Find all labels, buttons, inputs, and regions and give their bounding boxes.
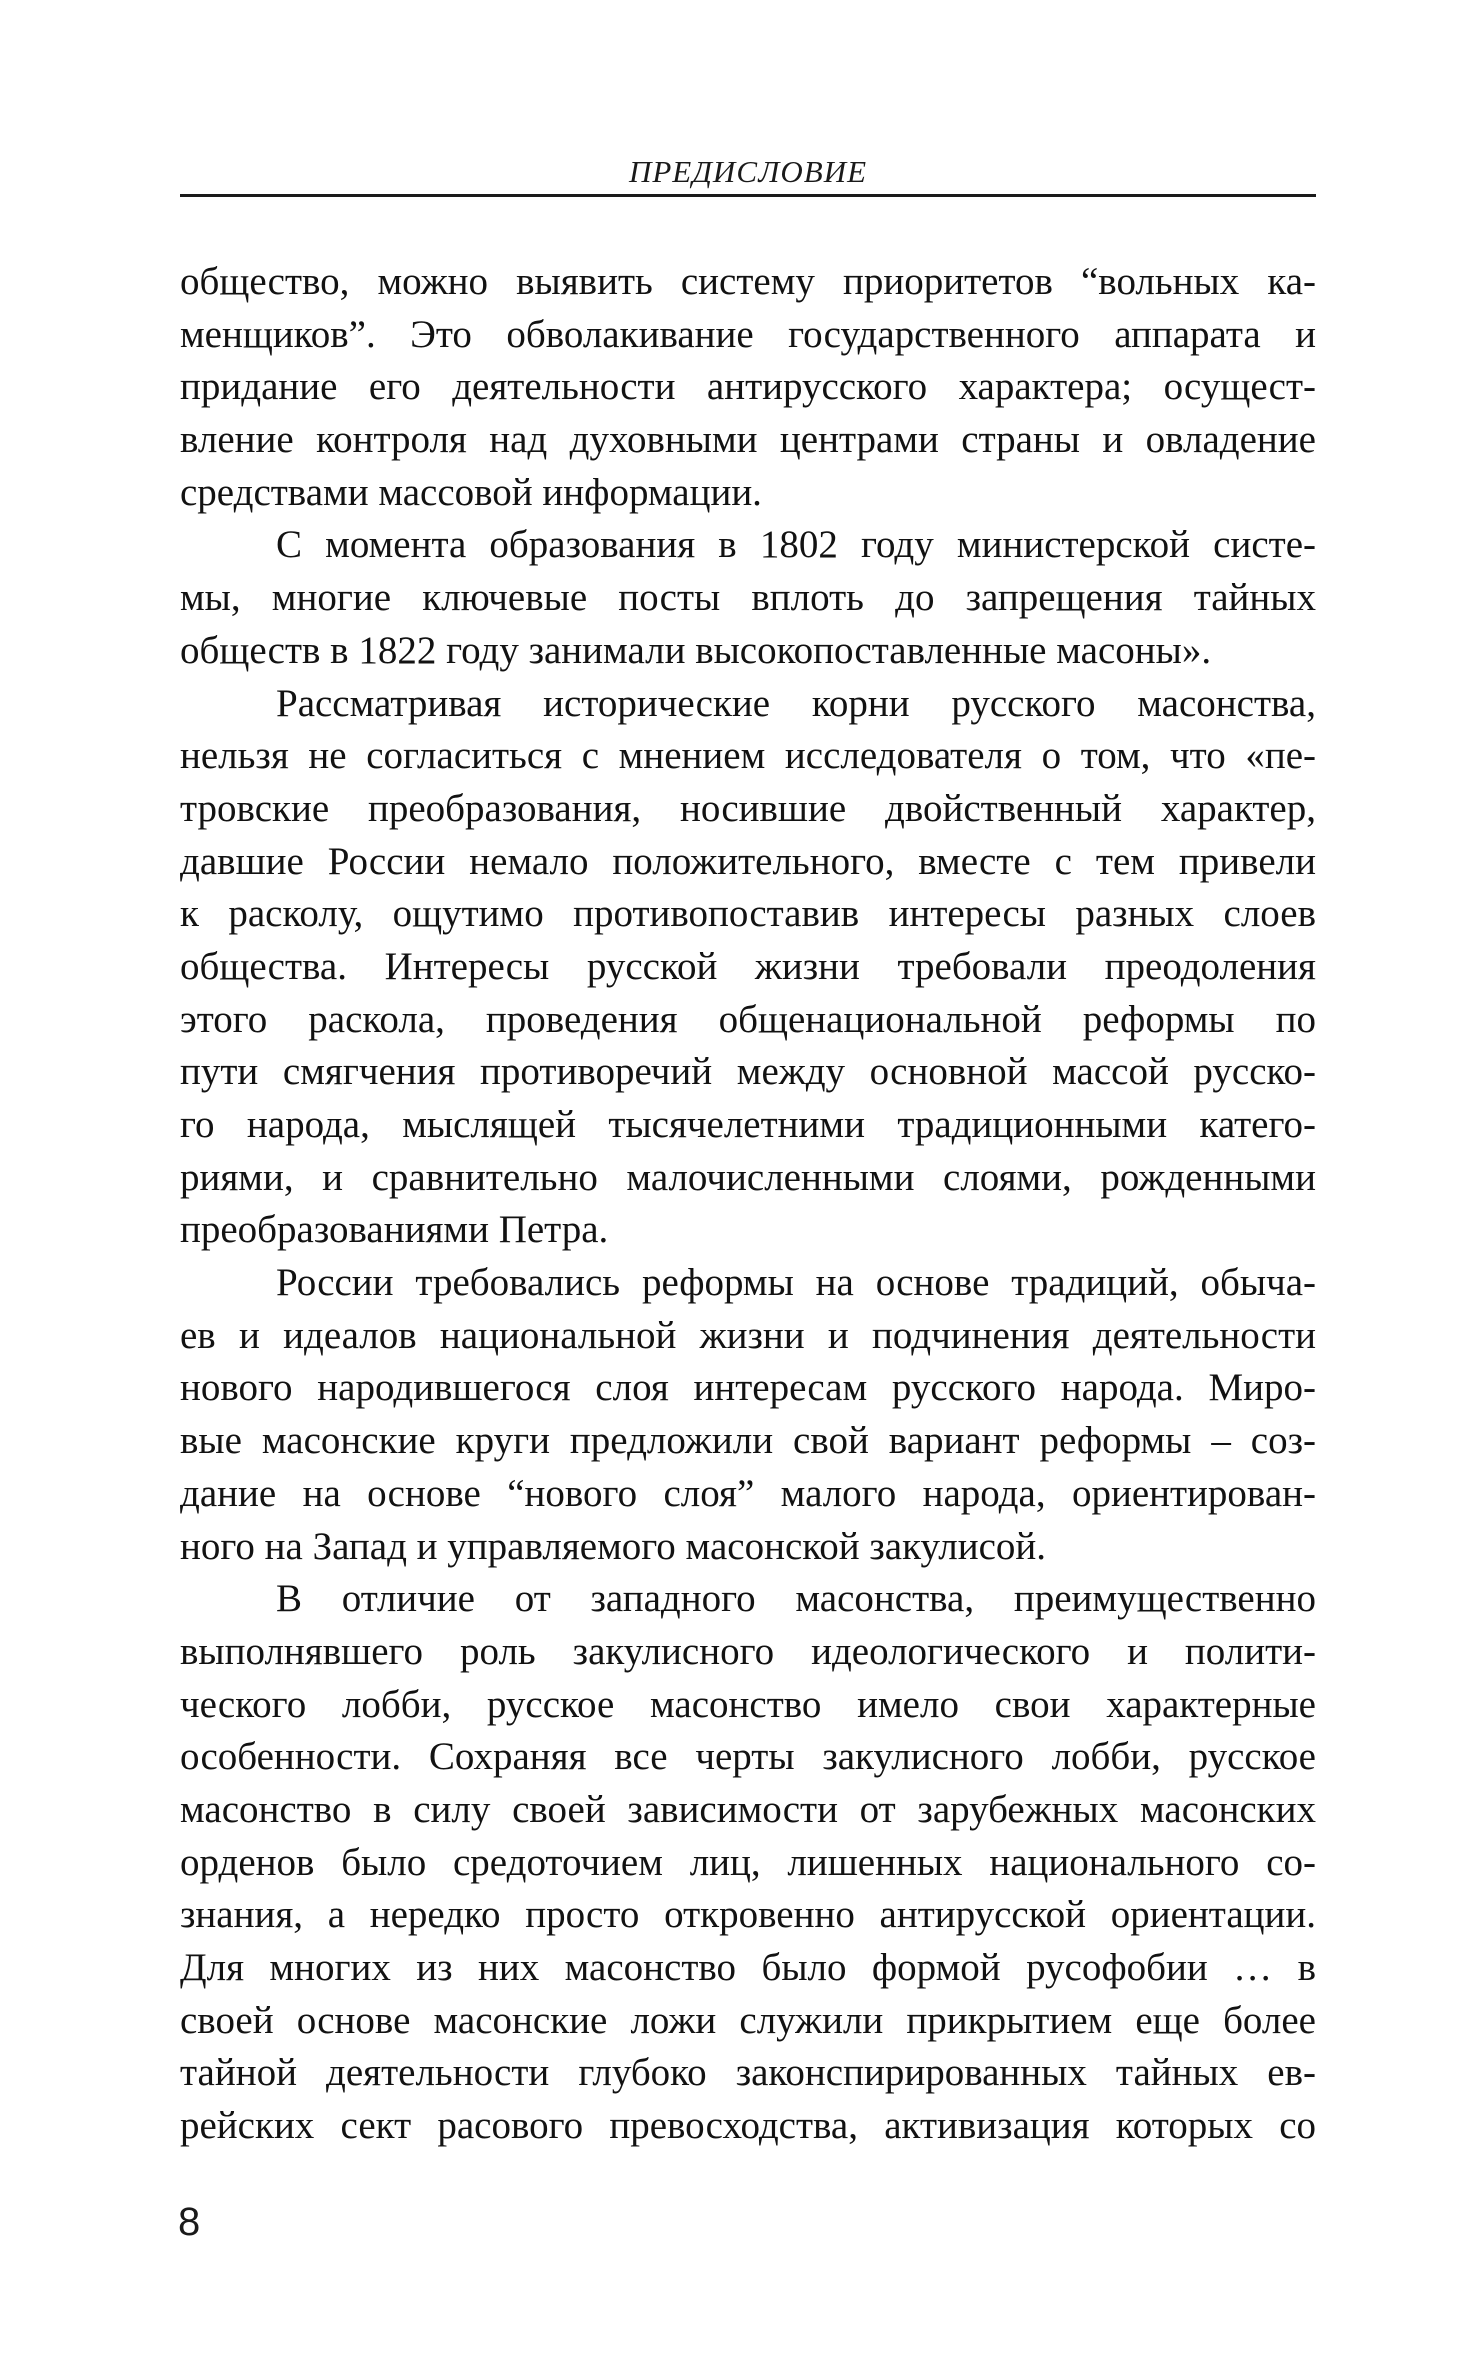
paragraph: [180, 519, 1316, 677]
text-line: вые масонские круги предложили свой вариант реформы – соз-: [180, 1419, 1316, 1463]
text-line: нельзя не согласиться с мнением исследователя о том, что «пе-: [180, 734, 1316, 778]
text-line: особенности. Сохраняя все черты закулисного лобби, русское: [180, 1735, 1316, 1779]
text-line: мы, многие ключевые посты вплоть до запрещения тайных: [180, 576, 1316, 620]
text-line: придание его деятельности антирусского характера; осущест-: [180, 365, 1316, 409]
text-line: преобразованиями Петра.: [180, 1208, 609, 1252]
text-line: го народа, мыслящей тысячелетними традиционными катего-: [180, 1103, 1316, 1146]
paragraph: [180, 678, 1316, 1258]
text-line: своей основе масонские ложи служили прикрытием еще более: [180, 1998, 1316, 2042]
page-number: 8: [178, 2200, 201, 2244]
text-line: давшие России немало положительного, вместе с тем привели: [180, 839, 1316, 883]
text-line: к расколу, ощутимо противопоставив интересы разных слоев: [180, 892, 1316, 936]
text-line: ческого лобби, русское масонство имело свои характерные: [180, 1682, 1316, 1726]
text-line: дание на основе “нового слоя” малого народа, ориентирован-: [180, 1471, 1316, 1515]
text-line: орденов было средоточием лиц, лишенных национального со-: [180, 1840, 1316, 1884]
paragraph: [180, 1573, 1316, 2153]
text-line: средствами массовой информации.: [180, 470, 762, 514]
text-line: ев и идеалов национальной жизни и подчинения деятельности: [180, 1313, 1316, 1357]
text-line: знания, а нередко просто откровенно антирусской ориентации.: [180, 1893, 1316, 1937]
paragraph: [180, 256, 1316, 519]
text-line: общество, можно выявить систему приоритетов “вольных ка-: [180, 260, 1316, 303]
text-line: нового народившегося слоя интересам русского народа. Миро-: [180, 1366, 1316, 1410]
text-line: С момента образования в 1802 году министерской систе-: [276, 523, 1316, 567]
text-line: ного на Запад и управляемого масонской закулисой.: [180, 1524, 1047, 1568]
text-line: Рассматривая исторические корни русского масонства,: [276, 681, 1316, 725]
text-line: менщиков”. Это обволакивание государственного аппарата и: [180, 312, 1316, 356]
text-line: выполнявшего роль закулисного идеологического и полити-: [180, 1629, 1316, 1673]
header-rule: [180, 194, 1316, 197]
text-line: Для многих из них масонство было формой русофобии … в: [180, 1946, 1316, 1989]
text-line: обществ в 1822 году занимали высокопоставленные масоны».: [180, 628, 1212, 672]
body-text: [180, 256, 1316, 2153]
running-header-title: ПРЕДИСЛОВИЕ: [628, 154, 868, 189]
text-line: масонство в силу своей зависимости от зарубежных масонских: [180, 1787, 1316, 1831]
text-line: вление контроля над духовными центрами страны и овладение: [180, 418, 1316, 462]
text-line: тровские преобразования, носившие двойственный характер,: [180, 786, 1316, 830]
paragraph: [180, 1257, 1316, 1573]
text-line: этого раскола, проведения общенациональной реформы по: [180, 997, 1316, 1041]
text-line: риями, и сравнительно малочисленными слоями, рожденными: [180, 1155, 1316, 1199]
text-line: России требовались реформы на основе традиций, обыча-: [276, 1261, 1316, 1305]
text-line: общества. Интересы русской жизни требовали преодоления: [180, 944, 1316, 988]
text-line: пути смягчения противоречий между основной массой русско-: [180, 1050, 1316, 1094]
text-line: тайной деятельности глубоко законспирированных тайных ев-: [180, 2051, 1316, 2095]
text-line: В отличие от западного масонства, преимущественно: [276, 1577, 1316, 1621]
text-line: рейских сект расового превосходства, активизация которых со: [180, 2104, 1316, 2148]
